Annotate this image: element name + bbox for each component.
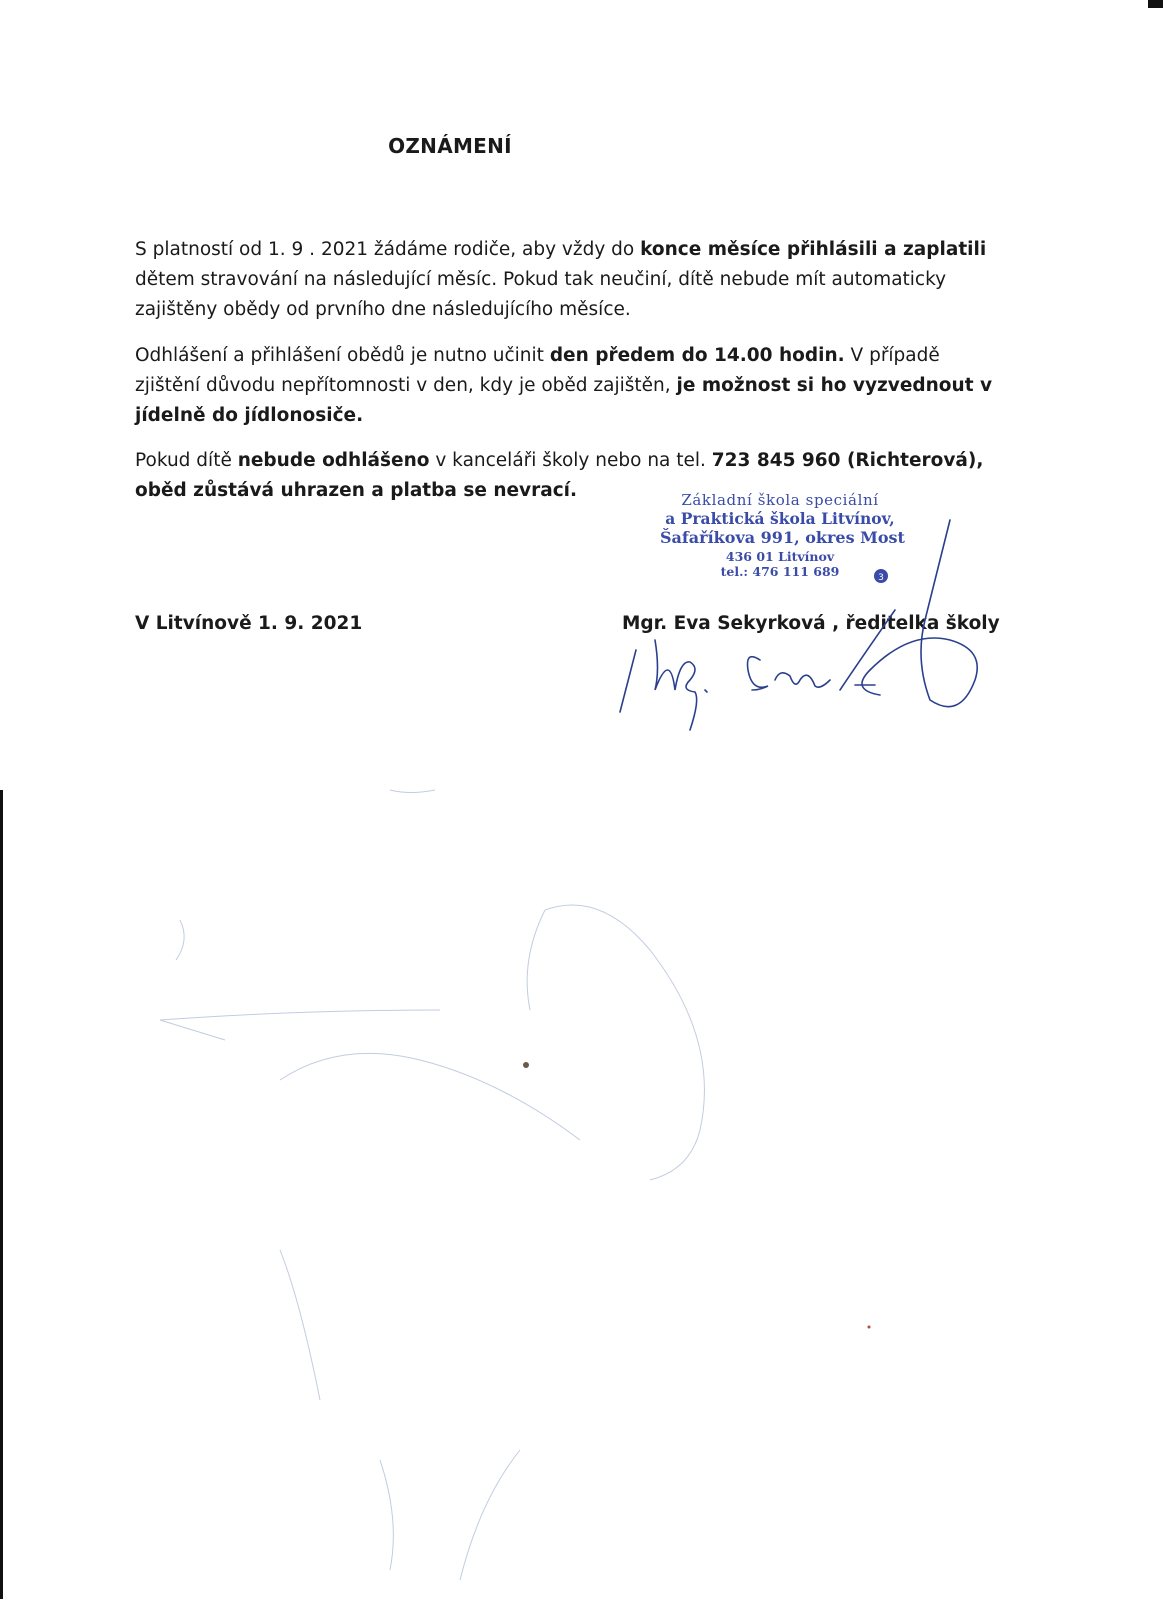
place-and-date: V Litvínově 1. 9. 2021 bbox=[135, 613, 363, 634]
paragraph-payment: Pokud dítě nebude odhlášeno v kanceláři školy nebo na tel. 723 845 960 (Richterová), oběd zůstává uhrazen a platba se nevrací. bbox=[135, 450, 984, 501]
scan-speck bbox=[523, 1062, 529, 1068]
school-stamp: Základní škola speciální a Praktická škola Litvínov, Šafaříkova 991, okres Most 436 01 Litvínov tel.: 476 111 689 bbox=[660, 491, 905, 579]
document-title: OZNÁMENÍ bbox=[388, 134, 512, 158]
paragraph-registration: S platností od 1. 9 . 2021 žádáme rodiče, aby vždy do konce měsíce přihlásili a zaplatili dětem stravování na následující měsíc. Pokud tak neučiní, dítě nebude mít automaticky zajištěny obědy od prvního dne následujícího měsíce. bbox=[135, 239, 987, 320]
stray-pen-marks bbox=[160, 790, 704, 1580]
handwritten-signature bbox=[620, 520, 977, 730]
paragraph-cancellation: Odhlášení a přihlášení obědů je nutno učinit den předem do 14.00 hodin. V případě zjištění důvodu nepřítomnosti v den, kdy je oběd zajištěn, je možnost si ho vyzvednout v jídelně do jídlonosiče. bbox=[135, 345, 993, 426]
signatory-name: Mgr. Eva Sekyrková , ředitelka školy bbox=[622, 613, 1000, 634]
scan-speck bbox=[868, 1326, 871, 1329]
svg-text:3: 3 bbox=[878, 573, 884, 583]
stamp-emblem-icon bbox=[874, 569, 888, 583]
